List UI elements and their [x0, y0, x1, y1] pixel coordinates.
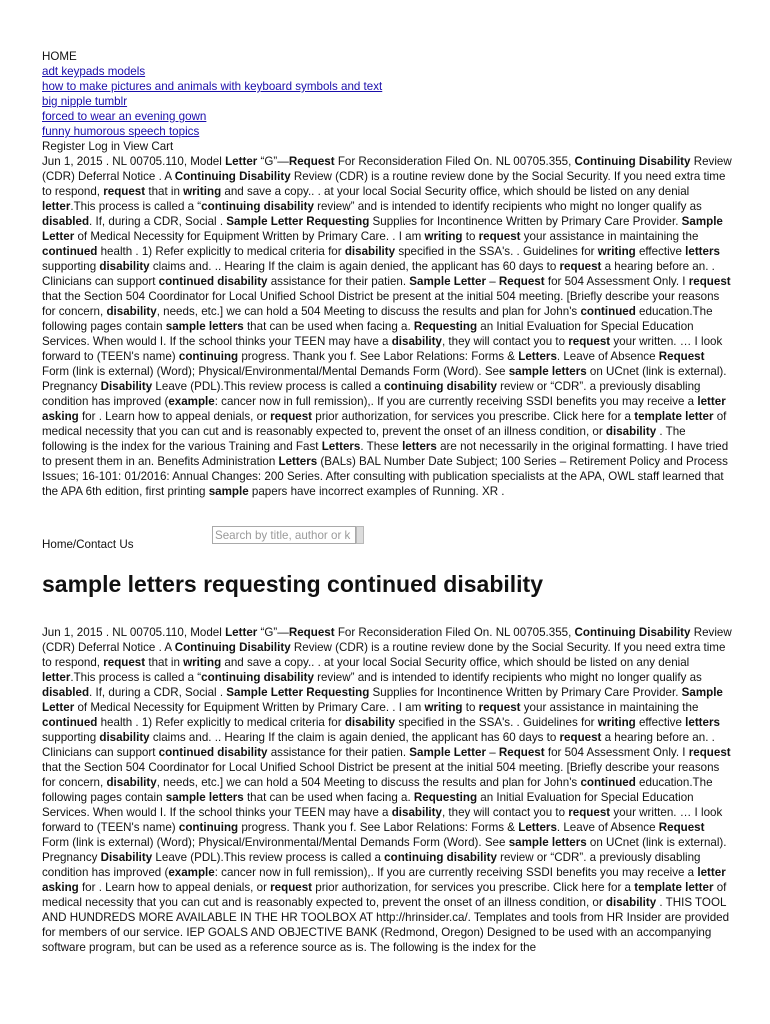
- body-text: assistance for their patien.: [267, 746, 410, 759]
- body-text: your written. … I look forward to (TEEN's name): [42, 806, 723, 834]
- body-text: . Leave of Absence: [556, 821, 659, 834]
- highlight-term: disability: [605, 896, 657, 909]
- highlight-term: letter asking: [42, 395, 726, 423]
- body-text: an Initial Evaluation for Special Education Services. When would I. If the school thinks your TEEN may have a: [42, 320, 694, 348]
- body-text: –: [485, 746, 499, 759]
- body-text: Jun 1, 2015 . NL 00705.110, Model: [42, 155, 226, 168]
- body-text: Review (CDR) Deferral Notice . A: [42, 155, 732, 183]
- body-text: for . Learn how to appeal denials, or: [78, 410, 271, 423]
- highlight-term: writing: [183, 185, 222, 198]
- body-text: , needs, etc.] we can hold a 504 Meeting to discuss the results and plan for John's: [156, 776, 581, 789]
- highlight-term: example: [168, 395, 215, 408]
- body-text: papers have incorrect examples of Running. XR .: [248, 485, 505, 498]
- search-input[interactable]: [212, 526, 356, 544]
- body-text: Form (link is external) (Word); Physical/Environmental/Mental Demands Form (Word). See: [42, 365, 509, 378]
- body-text: health . 1) Refer explicitly to medical criteria for: [97, 245, 345, 258]
- highlight-term: continuing disability: [384, 851, 497, 864]
- body-text: of medical necessity that you can cut and is reasonably expected to, prevent the onset of an illness condition, or: [42, 881, 727, 909]
- body-text: that in: [145, 185, 184, 198]
- body-text: Leave (PDL).This review process is called a: [152, 380, 385, 393]
- article-paragraph: [42, 625, 732, 955]
- highlight-term: Sample Letter Requesting: [226, 215, 370, 228]
- highlight-term: letter: [42, 671, 71, 684]
- highlight-term: request: [270, 881, 313, 894]
- highlight-term: continuing: [178, 350, 239, 363]
- body-text: on UCnet (link is external). Pregnancy: [42, 365, 727, 393]
- highlight-term: writing: [183, 656, 222, 669]
- highlight-term: Requesting: [413, 320, 478, 333]
- highlight-term: continued: [580, 776, 636, 789]
- body-text: claims and. .. Hearing If the claim is again denied, the applicant has 60 days to: [149, 260, 560, 273]
- body-text: supporting: [42, 731, 100, 744]
- body-text: . The following is the index for the various Training and Fast: [42, 425, 686, 453]
- highlight-term: writing: [597, 716, 636, 729]
- highlight-term: request: [478, 701, 521, 714]
- highlight-term: disability: [99, 731, 150, 744]
- body-text: progress. Thank you f. See Labor Relations: Forms &: [238, 350, 519, 363]
- body-text: review or “CDR”. a previously disabling condition has improved (: [42, 851, 701, 879]
- highlight-term: Request: [658, 350, 705, 363]
- body-text: . If, during a CDR, Social .: [89, 686, 227, 699]
- highlight-term: Sample Letter: [409, 746, 486, 759]
- highlight-term: Continuing Disability: [574, 155, 691, 168]
- highlight-term: writing: [597, 245, 636, 258]
- highlight-term: letter asking: [42, 866, 726, 894]
- nav-link-tumblr[interactable]: big nipple tumblr: [42, 95, 128, 108]
- body-text: review” and is intended to identify recipients who might no longer qualify as: [313, 200, 702, 213]
- body-text: effective: [635, 716, 686, 729]
- highlight-term: letters: [402, 440, 437, 453]
- body-text: effective: [635, 245, 686, 258]
- highlight-term: continued: [580, 305, 636, 318]
- highlight-term: example: [168, 866, 215, 879]
- highlight-term: template letter: [634, 881, 714, 894]
- body-text: to: [462, 230, 479, 243]
- page-content: [42, 49, 732, 955]
- highlight-term: disability: [344, 716, 396, 729]
- body-text: your assistance in maintaining the: [520, 701, 699, 714]
- highlight-term: continued: [42, 245, 98, 258]
- body-text: . THIS TOOL AND HUNDREDS MORE AVAILABLE IN THE HR TOOLBOX AT http://hrinsider.ca/. Templates and tools from HR Insider are provided for members of our service. IEP GOALS AND OBJECTIVE BANK (Redmond, Oregon) Designed to be used with an accompanying software program, but can be used as a reference source as is. The following is the index for the: [42, 896, 730, 954]
- body-text: , they will contact you to: [441, 335, 569, 348]
- body-text: an Initial Evaluation for Special Education Services. When would I. If the school thinks your TEEN may have a: [42, 791, 694, 819]
- nav-link-speech-topics[interactable]: funny humorous speech topics: [42, 125, 200, 138]
- body-text: Review (CDR) is a routine review done by the Social Security. If you need extra time to respond,: [42, 170, 726, 198]
- highlight-term: writing: [424, 230, 463, 243]
- body-text: that can be used when facing a.: [243, 791, 414, 804]
- highlight-term: Continuing Disability: [174, 641, 291, 654]
- highlight-term: disability: [106, 776, 157, 789]
- body-text: that in: [145, 656, 184, 669]
- body-text: for 504 Assessment Only. I: [544, 275, 689, 288]
- body-text: your written. … I look forward to (TEEN's name): [42, 335, 723, 363]
- body-text: a hearing before an. . Clinicians can support: [42, 731, 715, 759]
- body-text: Form (link is external) (Word); Physical/Environmental/Mental Demands Form (Word). See: [42, 836, 509, 849]
- highlight-term: disability: [99, 260, 150, 273]
- highlight-term: Disability: [100, 380, 153, 393]
- nav-link-keyboard-symbols[interactable]: how to make pictures and animals with keyboard symbols and text: [42, 80, 383, 93]
- highlight-term: Sample Letter: [42, 686, 723, 714]
- highlight-term: continued: [42, 716, 98, 729]
- highlight-term: Continuing Disability: [574, 626, 691, 639]
- highlight-term: sample letters: [508, 365, 587, 378]
- intro-paragraph: [42, 154, 732, 499]
- body-text: review” and is intended to identify recipients who might no longer qualify as: [313, 671, 702, 684]
- highlight-term: sample letters: [165, 320, 244, 333]
- highlight-term: disability: [391, 335, 442, 348]
- body-text: . If, during a CDR, Social .: [89, 215, 227, 228]
- highlight-term: request: [103, 656, 146, 669]
- highlight-term: disability: [605, 425, 657, 438]
- highlight-term: request: [270, 410, 313, 423]
- highlight-term: continuing: [178, 821, 239, 834]
- body-text: your assistance in maintaining the: [520, 230, 699, 243]
- body-text: Jun 1, 2015 . NL 00705.110, Model: [42, 626, 226, 639]
- highlight-term: request: [568, 335, 611, 348]
- body-text: prior authorization, for services you prescribe. Click here for a: [312, 881, 635, 894]
- highlight-term: request: [559, 731, 602, 744]
- body-text: –: [485, 275, 499, 288]
- highlight-term: Sample Letter: [409, 275, 486, 288]
- search-bar: [42, 523, 732, 563]
- highlight-term: Sample Letter Requesting: [226, 686, 370, 699]
- body-text: Leave (PDL).This review process is called a: [152, 851, 385, 864]
- highlight-term: request: [478, 230, 521, 243]
- highlight-term: letter: [42, 200, 71, 213]
- body-text: specified in the SSA's. . Guidelines for: [395, 245, 598, 258]
- body-text: a hearing before an. . Clinicians can support: [42, 260, 715, 288]
- highlight-term: Sample Letter: [42, 215, 723, 243]
- highlight-term: Letters: [518, 350, 557, 363]
- body-text: prior authorization, for services you prescribe. Click here for a: [312, 410, 635, 423]
- search-button[interactable]: [356, 526, 364, 544]
- body-text: For Reconsideration Filed On. NL 00705.355,: [334, 626, 575, 639]
- home-contact-link[interactable]: Home/Contact Us: [42, 538, 134, 551]
- body-text: (BALs) BAL Number Date Subject; 100 Series – Retirement Policy and Process Issues; 16-101: 01/2016: Annual Changes: 200 Series. After consulting with publication specialists at the APA, OWL staff learned that the APA 6th edition, first printing: [42, 455, 728, 498]
- body-text: of Medical Necessity for Equipment Written by Primary Care. . I am: [74, 230, 425, 243]
- highlight-term: continued disability: [158, 275, 268, 288]
- highlight-term: letters: [685, 716, 720, 729]
- highlight-term: sample letters: [508, 836, 587, 849]
- body-text: “G”—: [257, 626, 289, 639]
- body-text: health . 1) Refer explicitly to medical criteria for: [97, 716, 345, 729]
- highlight-term: disabled: [42, 686, 90, 699]
- body-text: .This process is called a “: [70, 200, 202, 213]
- body-text: claims and. .. Hearing If the claim is again denied, the applicant has 60 days to: [149, 731, 560, 744]
- account-links[interactable]: Register Log in View Cart: [42, 140, 174, 153]
- body-text: that can be used when facing a.: [243, 320, 414, 333]
- highlight-term: letters: [685, 245, 720, 258]
- highlight-term: request: [103, 185, 146, 198]
- nav-link-adt-keypads[interactable]: adt keypads models: [42, 65, 146, 78]
- body-text: assistance for their patien.: [267, 275, 410, 288]
- body-text: of Medical Necessity for Equipment Written by Primary Care. . I am: [74, 701, 425, 714]
- highlight-term: continuing disability: [201, 200, 314, 213]
- highlight-term: sample letters: [165, 791, 244, 804]
- highlight-term: Requesting: [413, 791, 478, 804]
- body-text: Supplies for Incontinence Written by Primary Care Provider.: [369, 215, 682, 228]
- body-text: “G”—: [257, 155, 289, 168]
- page-title: sample letters requesting continued disability: [42, 571, 544, 597]
- highlight-term: Request: [498, 275, 545, 288]
- body-text: specified in the SSA's. . Guidelines for: [395, 716, 598, 729]
- body-text: : cancer now in full remission),. If you are currently receiving SSDI benefits you may receive a: [214, 866, 698, 879]
- highlight-term: continuing disability: [384, 380, 497, 393]
- highlight-term: Continuing Disability: [174, 170, 291, 183]
- highlight-term: disability: [391, 806, 442, 819]
- nav-link-evening-gown[interactable]: forced to wear an evening gown: [42, 110, 207, 123]
- body-text: , they will contact you to: [441, 806, 569, 819]
- body-text: education.The following pages contain: [42, 305, 713, 333]
- highlight-term: Request: [658, 821, 705, 834]
- highlight-term: disability: [106, 305, 157, 318]
- body-text: that the Section 504 Coordinator for Local Unified School District be present at the initial 504 meeting. [Briefly describe your reasons for concern,: [42, 761, 720, 789]
- body-text: that the Section 504 Coordinator for Local Unified School District be present at the initial 504 meeting. [Briefly describe your reasons for concern,: [42, 290, 720, 318]
- highlight-term: continuing disability: [201, 671, 314, 684]
- body-text: are not necessarily in the original formatting. I have tried to present them in an. Benefits Administration: [42, 440, 729, 468]
- body-text: and save a copy.. . at your local Social Security office, which should be listed on any denial: [221, 656, 690, 669]
- highlight-term: request: [688, 746, 731, 759]
- highlight-term: request: [559, 260, 602, 273]
- body-text: : cancer now in full remission),. If you are currently receiving SSDI benefits you may receive a: [214, 395, 698, 408]
- highlight-term: Letter: [225, 626, 258, 639]
- home-link[interactable]: HOME: [42, 50, 77, 63]
- body-text: progress. Thank you f. See Labor Relations: Forms &: [238, 821, 519, 834]
- body-text: Review (CDR) Deferral Notice . A: [42, 626, 732, 654]
- body-text: and save a copy.. . at your local Social Security office, which should be listed on any denial: [221, 185, 690, 198]
- highlight-term: request: [688, 275, 731, 288]
- highlight-term: Letters: [518, 821, 557, 834]
- highlight-term: Letters: [278, 455, 318, 468]
- body-text: Review (CDR) is a routine review done by the Social Security. If you need extra time to respond,: [42, 641, 726, 669]
- body-text: to: [462, 701, 479, 714]
- body-text: education.The following pages contain: [42, 776, 713, 804]
- body-text: . These: [360, 440, 403, 453]
- highlight-term: Letters: [321, 440, 361, 453]
- highlight-term: continued disability: [158, 746, 268, 759]
- highlight-term: Request: [288, 155, 335, 168]
- body-text: For Reconsideration Filed On. NL 00705.355,: [334, 155, 575, 168]
- body-text: , needs, etc.] we can hold a 504 Meeting to discuss the results and plan for John's: [156, 305, 581, 318]
- body-text: on UCnet (link is external). Pregnancy: [42, 836, 727, 864]
- highlight-term: Request: [288, 626, 335, 639]
- body-text: .This process is called a “: [70, 671, 202, 684]
- highlight-term: Letter: [225, 155, 258, 168]
- body-text: . Leave of Absence: [556, 350, 659, 363]
- body-text: for 504 Assessment Only. I: [544, 746, 689, 759]
- body-text: for . Learn how to appeal denials, or: [78, 881, 271, 894]
- highlight-term: writing: [424, 701, 463, 714]
- body-text: review or “CDR”. a previously disabling condition has improved (: [42, 380, 701, 408]
- body-text: supporting: [42, 260, 100, 273]
- body-text: of medical necessity that you can cut and is reasonably expected to, prevent the onset of an illness condition, or: [42, 410, 727, 438]
- highlight-term: disability: [344, 245, 396, 258]
- highlight-term: sample: [208, 485, 249, 498]
- highlight-term: Request: [498, 746, 545, 759]
- highlight-term: request: [568, 806, 611, 819]
- highlight-term: Disability: [100, 851, 153, 864]
- highlight-term: disabled: [42, 215, 90, 228]
- highlight-term: template letter: [634, 410, 714, 423]
- body-text: Supplies for Incontinence Written by Primary Care Provider.: [369, 686, 682, 699]
- site-nav: [42, 49, 732, 154]
